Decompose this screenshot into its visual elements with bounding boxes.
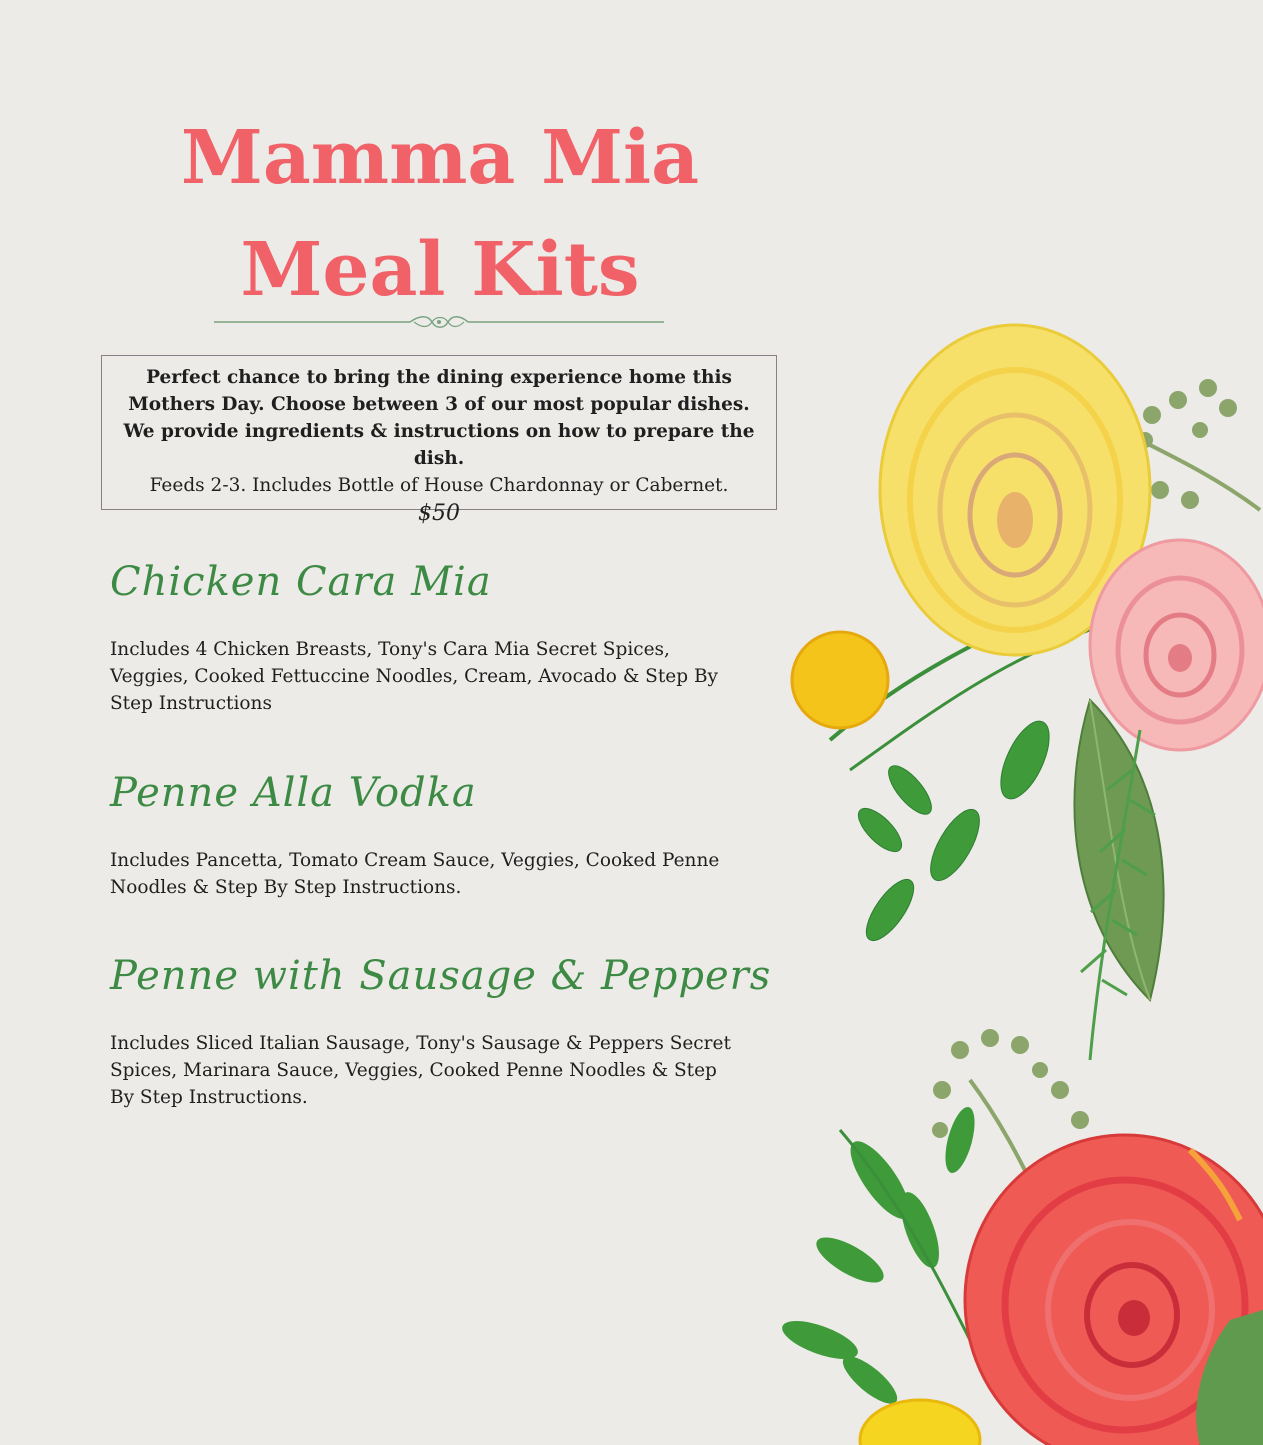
intro-feeds: Feeds 2-3. Includes Bottle of House Chardonnay or Cabernet. — [149, 475, 729, 496]
floral-illustration — [760, 300, 1263, 1445]
pink-rose — [1090, 540, 1263, 750]
dish-name-chicken-cara-mia: Chicken Cara Mia — [110, 559, 492, 605]
title-line-1: Mamma Mia — [180, 115, 700, 201]
ornamental-divider — [214, 314, 664, 330]
dish-description-penne-sausage-peppers: Includes Sliced Italian Sausage, Tony's Sausage & Peppers Secret Spices, Marinara Sauce, Veggies, Cooked Penne Noodles & Step By Step Instructions. — [110, 1033, 731, 1108]
lower-leaves — [778, 1104, 981, 1411]
intro-price: $50 — [418, 501, 460, 526]
intro-highlight: Perfect chance to bring the dining experience home this Mothers Day. Choose between 3 of our most popular dishes. We provide ingredients & instructions on how to prepare the dish. — [123, 367, 755, 469]
dish-description-penne-alla-vodka: Includes Pancetta, Tomato Cream Sauce, Veggies, Cooked Penne Noodles & Step By Step Instructions. — [110, 850, 720, 898]
page-title — [100, 102, 780, 326]
dish-name-penne-alla-vodka: Penne Alla Vodka — [110, 770, 477, 816]
dish-description-chicken-cara-mia: Includes 4 Chicken Breasts, Tony's Cara Mia Secret Spices, Veggies, Cooked Fettuccine Noodles, Cream, Avocado & Step By Step Instructions — [110, 639, 718, 714]
yellow-ball-flower — [792, 632, 888, 728]
intro-box — [101, 355, 777, 526]
title-line-2: Meal Kits — [240, 227, 640, 313]
dish-name-penne-sausage-peppers: Penne with Sausage & Peppers — [110, 953, 772, 999]
yellow-flower-bottom — [860, 1400, 980, 1445]
